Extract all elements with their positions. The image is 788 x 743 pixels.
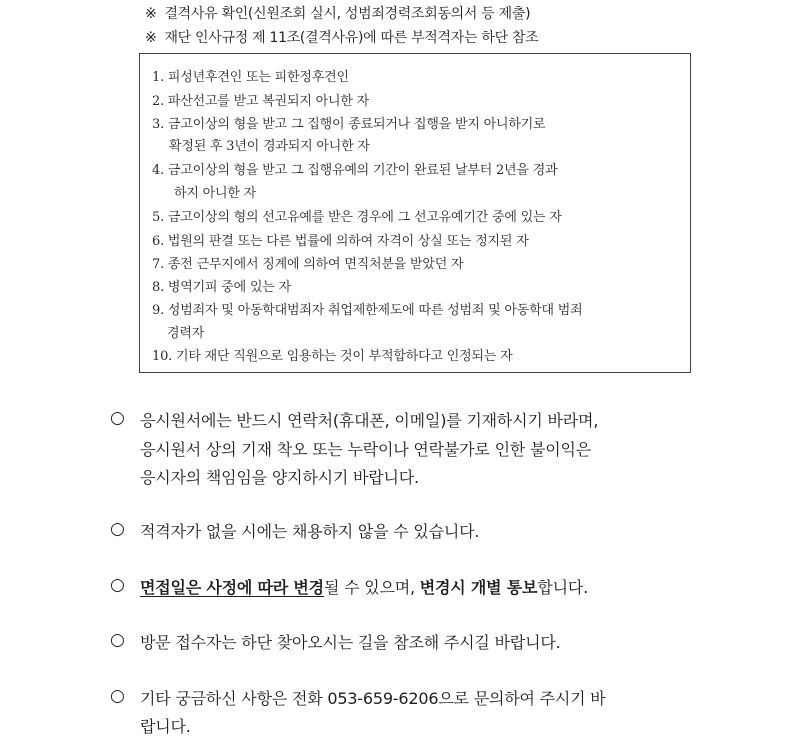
disqualification-list-box — [139, 53, 691, 373]
disqualification-item-5: 5. 금고이상의 형의 선고유예를 받은 경우에 그 선고유예기간 중에 있는 자 — [152, 210, 562, 225]
bullet-text-line: 방문 접수자는 하단 찾아오시는 길을 참조해 주시길 바랍니다. — [140, 633, 561, 652]
bullet-text-line: 적격자가 없을 시에는 채용하지 않을 수 있습니다. — [140, 522, 480, 541]
bullet-text-line: 응시원서에는 반드시 연락처(휴대폰, 이메일)를 기재하시기 바라며, — [140, 411, 599, 430]
plain-text: 합니다. — [537, 578, 588, 597]
bullet-text-line: 랍니다. — [140, 717, 191, 736]
bullet-text-line: 기타 궁금하신 사항은 전화 053-659-6206으로 문의하여 주시기 바 — [140, 689, 606, 708]
bullet-text-line — [140, 575, 588, 598]
circle-bullet-icon: ○ — [110, 630, 125, 650]
disqualification-item-7: 7. 종전 근무지에서 징계에 의하여 면직처분을 받았던 자 — [152, 257, 464, 272]
circle-bullet-icon: ○ — [110, 686, 125, 706]
note-background-check — [145, 3, 530, 23]
disqualification-item-8: 8. 병역기피 중에 있는 자 — [152, 280, 291, 295]
disqualification-item-1: 1. 피성년후견인 또는 피한정후견인 — [152, 70, 349, 85]
disqualification-item-10: 10. 기타 재단 직원으로 임용하는 것이 부적합하다고 인정되는 자 — [152, 349, 513, 364]
bullet-text-line: 응시자의 책임임을 양지하시기 바랍니다. — [140, 468, 419, 487]
emphasis-individual-notice: 변경시 개별 통보 — [419, 578, 538, 597]
disqualification-item-3-cont: 확정된 후 3년이 경과되지 아니한 자 — [169, 139, 370, 154]
plain-text: 될 수 있으며, — [323, 578, 420, 597]
reference-mark-icon: ※ — [145, 6, 157, 22]
disqualification-item-3: 3. 금고이상의 형을 받고 그 집행이 종료되거나 집행을 받지 아니하기로 — [152, 117, 546, 132]
disqualification-item-9: 9. 성범죄자 및 아동학대범죄자 취업제한제도에 따른 성범죄 및 아동학대 범죄 — [152, 303, 583, 318]
emphasis-interview-date: 면접일은 사정에 따라 변경 — [140, 578, 324, 597]
disqualification-item-9-cont: 경력자 — [167, 326, 205, 341]
circle-bullet-icon: ○ — [110, 519, 125, 539]
disqualification-item-6: 6. 법원의 판결 또는 다른 법률에 의하여 자격이 상실 또는 정지된 자 — [152, 234, 529, 249]
disqualification-item-4-cont: 하지 아니한 자 — [174, 186, 257, 201]
note-regulation-reference — [145, 27, 538, 47]
circle-bullet-icon: ○ — [110, 408, 125, 428]
note-text: 결격사유 확인(신원조회 실시, 성범죄경력조회동의서 등 제출) — [164, 6, 531, 22]
disqualification-item-2: 2. 파산선고를 받고 복권되지 아니한 자 — [152, 94, 370, 109]
bullet-text-line: 응시원서 상의 기재 착오 또는 누락이나 연락불가로 인한 불이익은 — [140, 440, 592, 459]
disqualification-item-4: 4. 금고이상의 형을 받고 그 집행유예의 기간이 완료된 날부터 2년을 경과 — [152, 163, 558, 178]
note-text: 재단 인사규정 제 11조(결격사유)에 따른 부적격자는 하단 참조 — [164, 30, 539, 46]
reference-mark-icon: ※ — [145, 30, 157, 46]
circle-bullet-icon: ○ — [110, 575, 125, 595]
